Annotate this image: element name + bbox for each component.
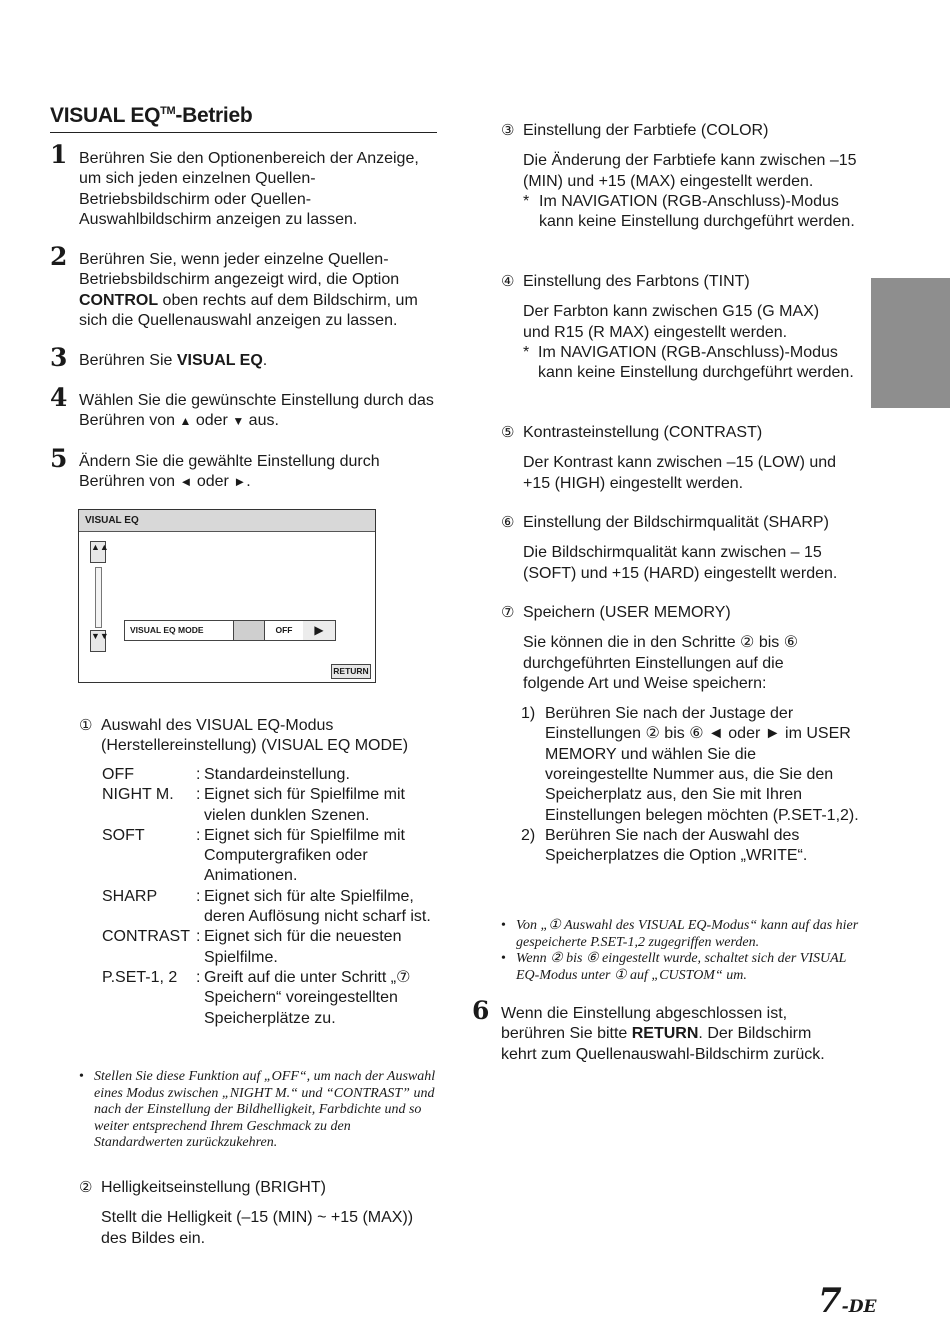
step-number: 4 (50, 383, 68, 412)
mode-row: CONTRAST : Eignet sich für die neuesten Spielfilme. (102, 928, 402, 966)
mode-row: SOFT : Eignet sich für Spielfilme mit Computergrafiken oder Animationen. (102, 826, 405, 885)
scrollbar[interactable] (95, 567, 102, 628)
visual-eq-screen (78, 509, 376, 683)
mode-label: VISUAL EQ MODE (125, 621, 234, 640)
mode-row: P.SET-1, 2 : Greift auf die unter Schritt „⑦ Speichern“ voreingestellten Speicherplätze zu. (102, 968, 411, 1027)
item-7: ⑦ Speichern (USER MEMORY) Sie können die in den Schritte ② bis ⑥ durchgeführten Einstellungen auf die folgende Art und Weise speichern: 1) Berühren Sie nach der Justage der Einstellungen ② bis ⑥ ◄ oder ► im USER MEMORY und wählen Sie die voreingestellte Nummer aus, die Sie den Speicherplatz aus, den Sie mit Ihren Einstellungen belegen möchten (P.SET-1,2). 2) Berühren Sie nach der Auswahl des Speicherplatzes die Option „WRITE“. (501, 604, 859, 865)
step-text: Berühren Sie VISUAL EQ. (79, 352, 268, 369)
left-arrow-icon: ◄ (179, 474, 193, 490)
item-5: ⑤ Kontrasteinstellung (CONTRAST) Der Kontrast kann zwischen –15 (LOW) und +15 (HIGH) eingestellt werden. (501, 424, 837, 492)
step-number: 5 (50, 444, 68, 473)
note: • Stellen Sie diese Funktion auf „OFF“, um nach der Auswahl eines Modus zwischen „NIGHT M.“ und “CONTRAST” und nach der Einstellung der Bildhelligkeit, Farbdichte und so weiter entsprechend Ihrem Geschmack zu den Standardwerten zurückzukehren. (79, 1069, 436, 1151)
mode-row: OFF : Standardeinstellung. (102, 766, 350, 783)
step-number: 2 (50, 242, 68, 271)
step-text: Berühren Sie, wenn jeder einzelne Quellen-Betriebsbildschirm angezeigt wird, die Option CONTROL oben rechts auf dem Bildschirm, um sich die Quellenauswahl anzeigen zu lassen. (79, 251, 418, 329)
mode-value: OFF (264, 621, 304, 640)
step-text: Ändern Sie die gewählte Einstellung durch Berühren von ◄ oder ►. (79, 453, 380, 491)
down-arrow-icon: ▼ (232, 414, 245, 429)
scroll-up-button[interactable]: ▲▲ (90, 541, 106, 563)
mode-next-button[interactable]: ▶ (303, 621, 335, 640)
item-4: ④ Einstellung des Farbtons (TINT) Der Farbton kann zwischen G15 (G MAX) und R15 (R MAX) eingestellt werden. * Im NAVIGATION (RGB-Anschluss)-Modus kann keine Einstellung durchgeführt werden. (501, 273, 854, 382)
note: • Von „① Auswahl des VISUAL EQ-Modus“ kann auf das hier gespeicherte P.SET-1,2 zugegriffen werden. (501, 918, 859, 950)
page-number: 7-DE (818, 1281, 877, 1321)
chapter-tab (871, 278, 950, 408)
note: • Wenn ② bis ⑥ eingestellt wurde, schaltet sich der VISUAL EQ-Modus unter ① auf „CUSTOM“ um. (501, 951, 847, 983)
up-arrow-icon: ▲ (179, 414, 192, 429)
return-button[interactable]: RETURN (331, 664, 371, 679)
item-2: ② Helligkeitseinstellung (BRIGHT) Stellt die Helligkeit (–15 (MIN) ~ +15 (MAX)) des Bildes ein. (79, 1179, 414, 1247)
item-text: Auswahl des VISUAL EQ-Modus (Herstellereinstellung) (VISUAL EQ MODE) (101, 717, 409, 755)
mode-row: SHARP : Eignet sich für alte Spielfilme, deren Auflösung nicht scharf ist. (102, 887, 431, 926)
mode-list (102, 765, 442, 1029)
item-6: ⑥ Einstellung der Bildschirmqualität (SHARP) Die Bildschirmqualität kann zwischen – 15 (SOFT) und +15 (HARD) eingestellt werden. (501, 514, 838, 582)
screen-header: VISUAL EQ (79, 510, 375, 532)
step-number: 1 (50, 140, 68, 169)
step-number: 3 (50, 343, 68, 372)
mode-row: NIGHT M. : Eignet sich für Spielfilme mit vielen dunklen Szenen. (102, 786, 405, 824)
step-text: Berühren Sie den Optionenbereich der Anzeige, um sich jeden einzelnen Quellen-Betriebsbildschirm oder Quellen-Auswahlbildschirm anzeigen zu lassen. (79, 150, 419, 228)
item-1 (79, 716, 439, 757)
right-arrow-icon: ► (233, 474, 247, 490)
step-number: 6 (472, 996, 490, 1025)
scroll-down-button[interactable]: ▼▼ (90, 630, 106, 652)
visual-eq-mode-row (124, 620, 336, 641)
step-text: Wenn die Einstellung abgeschlossen ist, berühren Sie bitte RETURN. Der Bildschirm kehrt zum Quellenauswahl-Bildschirm zurück. (501, 1005, 825, 1063)
item-number: ① (79, 717, 93, 734)
item-3: ③ Einstellung der Farbtiefe (COLOR) Die Änderung der Farbtiefe kann zwischen –15 (MIN) und +15 (MAX) eingestellt werden. * Im NAVIGATION (RGB-Anschluss)-Modus kann keine Einstellung durchgeführt werden. (501, 122, 857, 231)
mode-previous-area[interactable] (234, 621, 264, 640)
section-title: VISUAL EQ™-Betrieb (50, 104, 437, 133)
step-text: Wählen Sie die gewünschte Einstellung durch das Berühren von ▲ oder ▼ aus. (79, 392, 434, 430)
